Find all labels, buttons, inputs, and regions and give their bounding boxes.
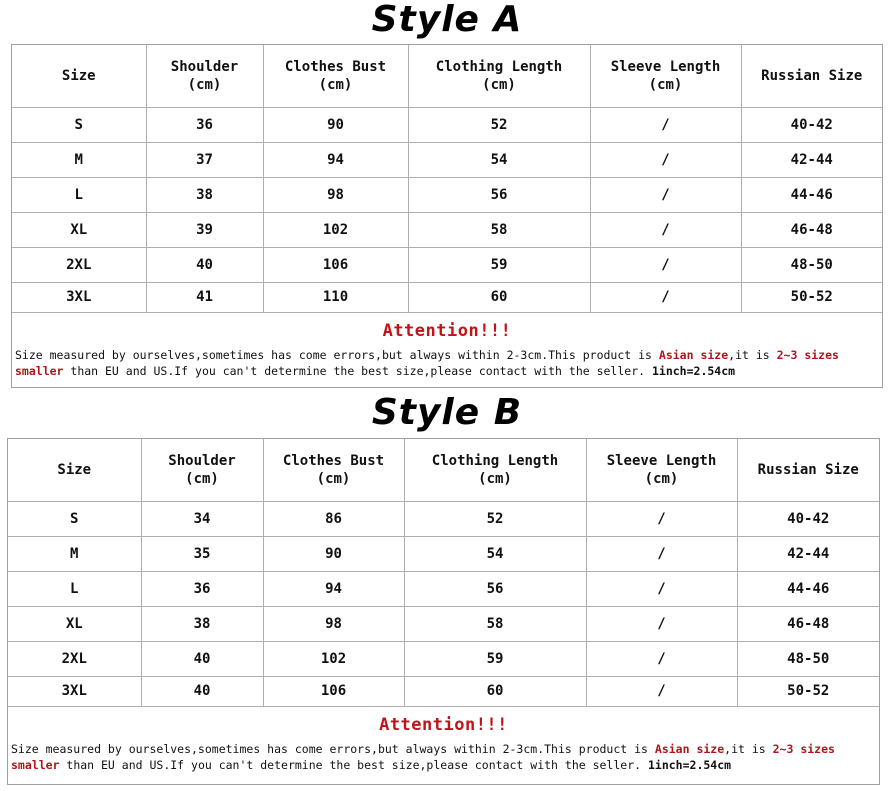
- cell-bust: 106: [263, 247, 408, 282]
- table-header-row: [12, 45, 882, 107]
- cell-sleeve: /: [586, 606, 737, 641]
- cell-length: 58: [404, 606, 586, 641]
- cell-bust: 94: [263, 142, 408, 177]
- cell-size: 3XL: [8, 676, 141, 706]
- cell-bust: 110: [263, 282, 408, 312]
- cell-length: 59: [404, 641, 586, 676]
- cell-bust: 102: [263, 641, 404, 676]
- cell-russian: 46-48: [741, 212, 882, 247]
- size-table: [12, 45, 882, 313]
- note-sizes-smaller: 2~3 sizes smaller: [11, 741, 835, 772]
- header-sleeve-length: Sleeve Length (cm): [586, 439, 737, 501]
- cell-sleeve: /: [590, 247, 741, 282]
- note-text: Size measured by ourselves,sometimes has come errors,but always within 2-3cm.This product is: [15, 347, 659, 362]
- table-row: [8, 676, 879, 706]
- cell-sleeve: /: [586, 536, 737, 571]
- cell-shoulder: 40: [141, 641, 263, 676]
- header-shoulder: Shoulder (cm): [141, 439, 263, 501]
- cell-size: L: [8, 571, 141, 606]
- header-size: Size: [12, 45, 146, 107]
- size-note: [12, 341, 882, 379]
- cell-bust: 94: [263, 571, 404, 606]
- table-row: [12, 247, 882, 282]
- cell-russian: 48-50: [741, 247, 882, 282]
- size-note: [8, 735, 879, 773]
- table-row: [12, 177, 882, 212]
- cell-shoulder: 37: [146, 142, 263, 177]
- cell-sleeve: /: [586, 571, 737, 606]
- cell-bust: 102: [263, 212, 408, 247]
- cell-shoulder: 38: [146, 177, 263, 212]
- size-table: [8, 439, 879, 707]
- cell-russian: 40-42: [737, 501, 879, 536]
- cell-shoulder: 40: [141, 676, 263, 706]
- note-inch-conversion: 1inch=2.54cm: [647, 757, 732, 772]
- header-shoulder: Shoulder (cm): [146, 45, 263, 107]
- table-row: [8, 536, 879, 571]
- cell-sleeve: /: [586, 501, 737, 536]
- cell-length: 54: [408, 142, 590, 177]
- table-row: [8, 571, 879, 606]
- cell-russian: 42-44: [741, 142, 882, 177]
- cell-length: 60: [408, 282, 590, 312]
- cell-shoulder: 38: [141, 606, 263, 641]
- cell-length: 59: [408, 247, 590, 282]
- table-row: [8, 501, 879, 536]
- cell-russian: 46-48: [737, 606, 879, 641]
- cell-size: XL: [8, 606, 141, 641]
- header-clothing-length: Clothing Length (cm): [408, 45, 590, 107]
- cell-shoulder: 36: [141, 571, 263, 606]
- cell-russian: 42-44: [737, 536, 879, 571]
- cell-russian: 50-52: [737, 676, 879, 706]
- table-row: [8, 641, 879, 676]
- note-text: Size measured by ourselves,sometimes has come errors,but always within 2-3cm.This product is: [11, 741, 655, 756]
- cell-length: 56: [404, 571, 586, 606]
- cell-sleeve: /: [586, 641, 737, 676]
- attention-heading: Attention!!!: [379, 714, 508, 735]
- header-clothes-bust: Clothes Bust (cm): [263, 439, 404, 501]
- header-russian-size: Russian Size: [741, 45, 882, 107]
- cell-bust: 106: [263, 676, 404, 706]
- cell-russian: 44-46: [741, 177, 882, 212]
- table-header-row: [8, 439, 879, 501]
- table-row: [8, 606, 879, 641]
- cell-size: 3XL: [12, 282, 146, 312]
- cell-bust: 90: [263, 107, 408, 142]
- cell-sleeve: /: [590, 107, 741, 142]
- note-text: ,it is: [728, 347, 777, 362]
- cell-shoulder: 35: [141, 536, 263, 571]
- style-b-size-chart: [7, 438, 880, 785]
- cell-length: 60: [404, 676, 586, 706]
- note-asian-size: Asian size: [654, 741, 725, 756]
- cell-size: 2XL: [12, 247, 146, 282]
- cell-size: M: [12, 142, 146, 177]
- note-text: than EU and US.If you can't determine the best size,please contact with the seller.: [63, 363, 652, 378]
- note-inch-conversion: 1inch=2.54cm: [651, 363, 736, 378]
- cell-russian: 40-42: [741, 107, 882, 142]
- cell-sleeve: /: [590, 177, 741, 212]
- note-asian-size: Asian size: [658, 347, 729, 362]
- cell-length: 58: [408, 212, 590, 247]
- cell-russian: 44-46: [737, 571, 879, 606]
- note-sizes-smaller: 2~3 sizes smaller: [15, 347, 839, 378]
- cell-sleeve: /: [590, 282, 741, 312]
- cell-bust: 98: [263, 177, 408, 212]
- cell-bust: 90: [263, 536, 404, 571]
- header-clothes-bust: Clothes Bust (cm): [263, 45, 408, 107]
- cell-length: 54: [404, 536, 586, 571]
- cell-russian: 50-52: [741, 282, 882, 312]
- header-sleeve-length: Sleeve Length (cm): [590, 45, 741, 107]
- header-size: Size: [8, 439, 141, 501]
- cell-bust: 86: [263, 501, 404, 536]
- cell-size: S: [12, 107, 146, 142]
- cell-shoulder: 41: [146, 282, 263, 312]
- cell-size: M: [8, 536, 141, 571]
- style-a-size-chart: [11, 44, 883, 388]
- cell-sleeve: /: [590, 142, 741, 177]
- header-russian-size: Russian Size: [737, 439, 879, 501]
- cell-length: 52: [404, 501, 586, 536]
- style-b-title: Style B: [371, 392, 523, 433]
- cell-shoulder: 34: [141, 501, 263, 536]
- cell-shoulder: 36: [146, 107, 263, 142]
- cell-length: 52: [408, 107, 590, 142]
- cell-bust: 98: [263, 606, 404, 641]
- cell-sleeve: /: [590, 212, 741, 247]
- cell-russian: 48-50: [737, 641, 879, 676]
- note-text: than EU and US.If you can't determine the best size,please contact with the seller.: [59, 757, 648, 772]
- header-clothing-length: Clothing Length (cm): [404, 439, 586, 501]
- cell-shoulder: 39: [146, 212, 263, 247]
- cell-size: L: [12, 177, 146, 212]
- table-row: [12, 107, 882, 142]
- cell-size: 2XL: [8, 641, 141, 676]
- table-row: [12, 282, 882, 312]
- style-a-title: Style A: [371, 0, 523, 40]
- cell-shoulder: 40: [146, 247, 263, 282]
- table-row: [12, 212, 882, 247]
- cell-size: S: [8, 501, 141, 536]
- table-row: [12, 142, 882, 177]
- cell-sleeve: /: [586, 676, 737, 706]
- cell-size: XL: [12, 212, 146, 247]
- note-text: ,it is: [724, 741, 773, 756]
- attention-heading: Attention!!!: [382, 320, 512, 341]
- cell-length: 56: [408, 177, 590, 212]
